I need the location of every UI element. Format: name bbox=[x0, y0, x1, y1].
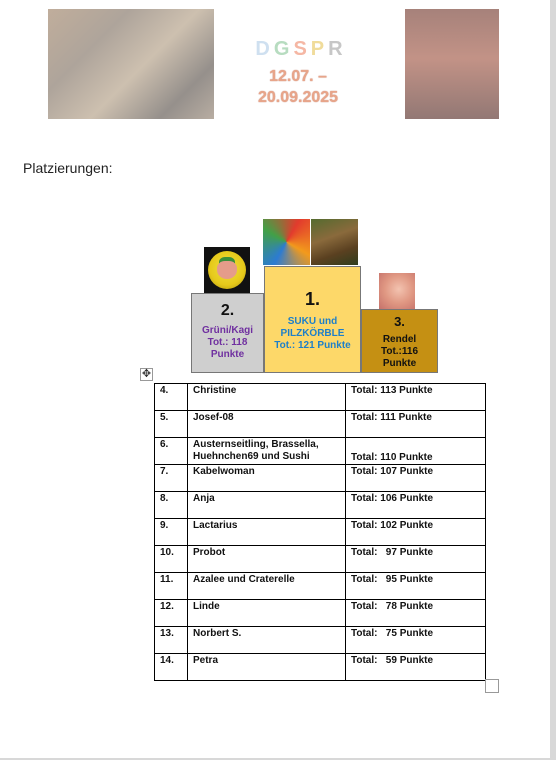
row-rank: 4. bbox=[155, 384, 188, 411]
row-points: Total: 78 Punkte bbox=[346, 600, 486, 627]
row-points: Total: 111 Punkte bbox=[346, 411, 486, 438]
row-name: Josef-08 bbox=[188, 411, 346, 438]
brand-letter: R bbox=[328, 38, 345, 60]
row-points: Total: 59 Punkte bbox=[346, 654, 486, 681]
row-rank: 12. bbox=[155, 600, 188, 627]
row-rank: 13. bbox=[155, 627, 188, 654]
podium-name: SUKU und PILZKÖRBLE bbox=[280, 316, 345, 339]
row-name: Norbert S. bbox=[188, 627, 346, 654]
row-rank: 7. bbox=[155, 465, 188, 492]
row-name: Lactarius bbox=[188, 519, 346, 546]
section-title: Platzierungen: bbox=[23, 160, 113, 176]
row-points: Total: 106 Punkte bbox=[346, 492, 486, 519]
row-name: Azalee und Craterelle bbox=[188, 573, 346, 600]
row-rank: 8. bbox=[155, 492, 188, 519]
table-resize-handle[interactable] bbox=[485, 679, 499, 693]
row-rank: 5. bbox=[155, 411, 188, 438]
podium-name: Rendel bbox=[382, 334, 417, 345]
row-points: Total: 95 Punkte bbox=[346, 573, 486, 600]
row-points: Total: 107 Punkte bbox=[346, 465, 486, 492]
row-name: Probot bbox=[188, 546, 346, 573]
row-points: Total: 75 Punkte bbox=[346, 627, 486, 654]
table-row bbox=[155, 411, 486, 438]
row-rank: 11. bbox=[155, 573, 188, 600]
header-image-skeleton-band bbox=[48, 9, 214, 119]
row-name: Linde bbox=[188, 600, 346, 627]
table-row bbox=[155, 573, 486, 600]
row-name: Austernseitling, Brassella, Huehnchen69 und Sushi bbox=[188, 438, 346, 465]
row-name: Petra bbox=[188, 654, 346, 681]
row-points: Total: 97 Punkte bbox=[346, 546, 486, 573]
table-move-handle[interactable] bbox=[140, 368, 153, 381]
podium-second bbox=[191, 293, 264, 373]
row-rank: 6. bbox=[155, 438, 188, 465]
row-rank: 10. bbox=[155, 546, 188, 573]
avatar-first-place-a bbox=[263, 219, 310, 265]
table-row bbox=[155, 492, 486, 519]
avatar-second-place bbox=[204, 247, 250, 293]
results-table bbox=[154, 383, 486, 681]
row-name: Kabelwoman bbox=[188, 465, 346, 492]
table-row bbox=[155, 438, 486, 465]
brand-letter: D bbox=[255, 38, 272, 60]
row-points: Total: 113 Punkte bbox=[346, 384, 486, 411]
table-row bbox=[155, 546, 486, 573]
row-points: Total: 102 Punkte bbox=[346, 519, 486, 546]
row-rank: 14. bbox=[155, 654, 188, 681]
row-name: Christine bbox=[188, 384, 346, 411]
table-row bbox=[155, 519, 486, 546]
podium-points: Tot.: 121 Punkte bbox=[274, 340, 351, 351]
date-range bbox=[238, 66, 358, 108]
table-row bbox=[155, 384, 486, 411]
avatar-first-place-b bbox=[311, 219, 358, 265]
header-image-magician bbox=[405, 9, 499, 119]
podium-points: Tot.:116 Punkte bbox=[380, 346, 419, 369]
table-row bbox=[155, 465, 486, 492]
avatar-third-place bbox=[379, 273, 415, 309]
podium-first bbox=[264, 266, 361, 373]
row-name: Anja bbox=[188, 492, 346, 519]
table-row bbox=[155, 654, 486, 681]
move-icon: ✥ bbox=[141, 368, 152, 380]
brand-letter: P bbox=[310, 38, 327, 60]
date-start: 12.07. – bbox=[269, 68, 327, 85]
brand-letter: G bbox=[273, 38, 292, 60]
row-points: Total: 110 Punkte bbox=[346, 438, 486, 465]
podium-name: Grüni/Kagi bbox=[201, 325, 254, 336]
brand-logo bbox=[240, 38, 360, 61]
date-end: 20.09.2025 bbox=[257, 89, 339, 106]
row-rank: 9. bbox=[155, 519, 188, 546]
podium-rank: 3. bbox=[394, 314, 405, 329]
table-row bbox=[155, 627, 486, 654]
brand-letter: S bbox=[293, 38, 309, 60]
podium-rank: 1. bbox=[304, 289, 320, 309]
podium-rank: 2. bbox=[220, 302, 235, 319]
page-edge bbox=[550, 0, 556, 760]
table-row bbox=[155, 600, 486, 627]
podium-third bbox=[361, 309, 438, 373]
podium-points: Tot.: 118 Punkte bbox=[207, 337, 248, 360]
